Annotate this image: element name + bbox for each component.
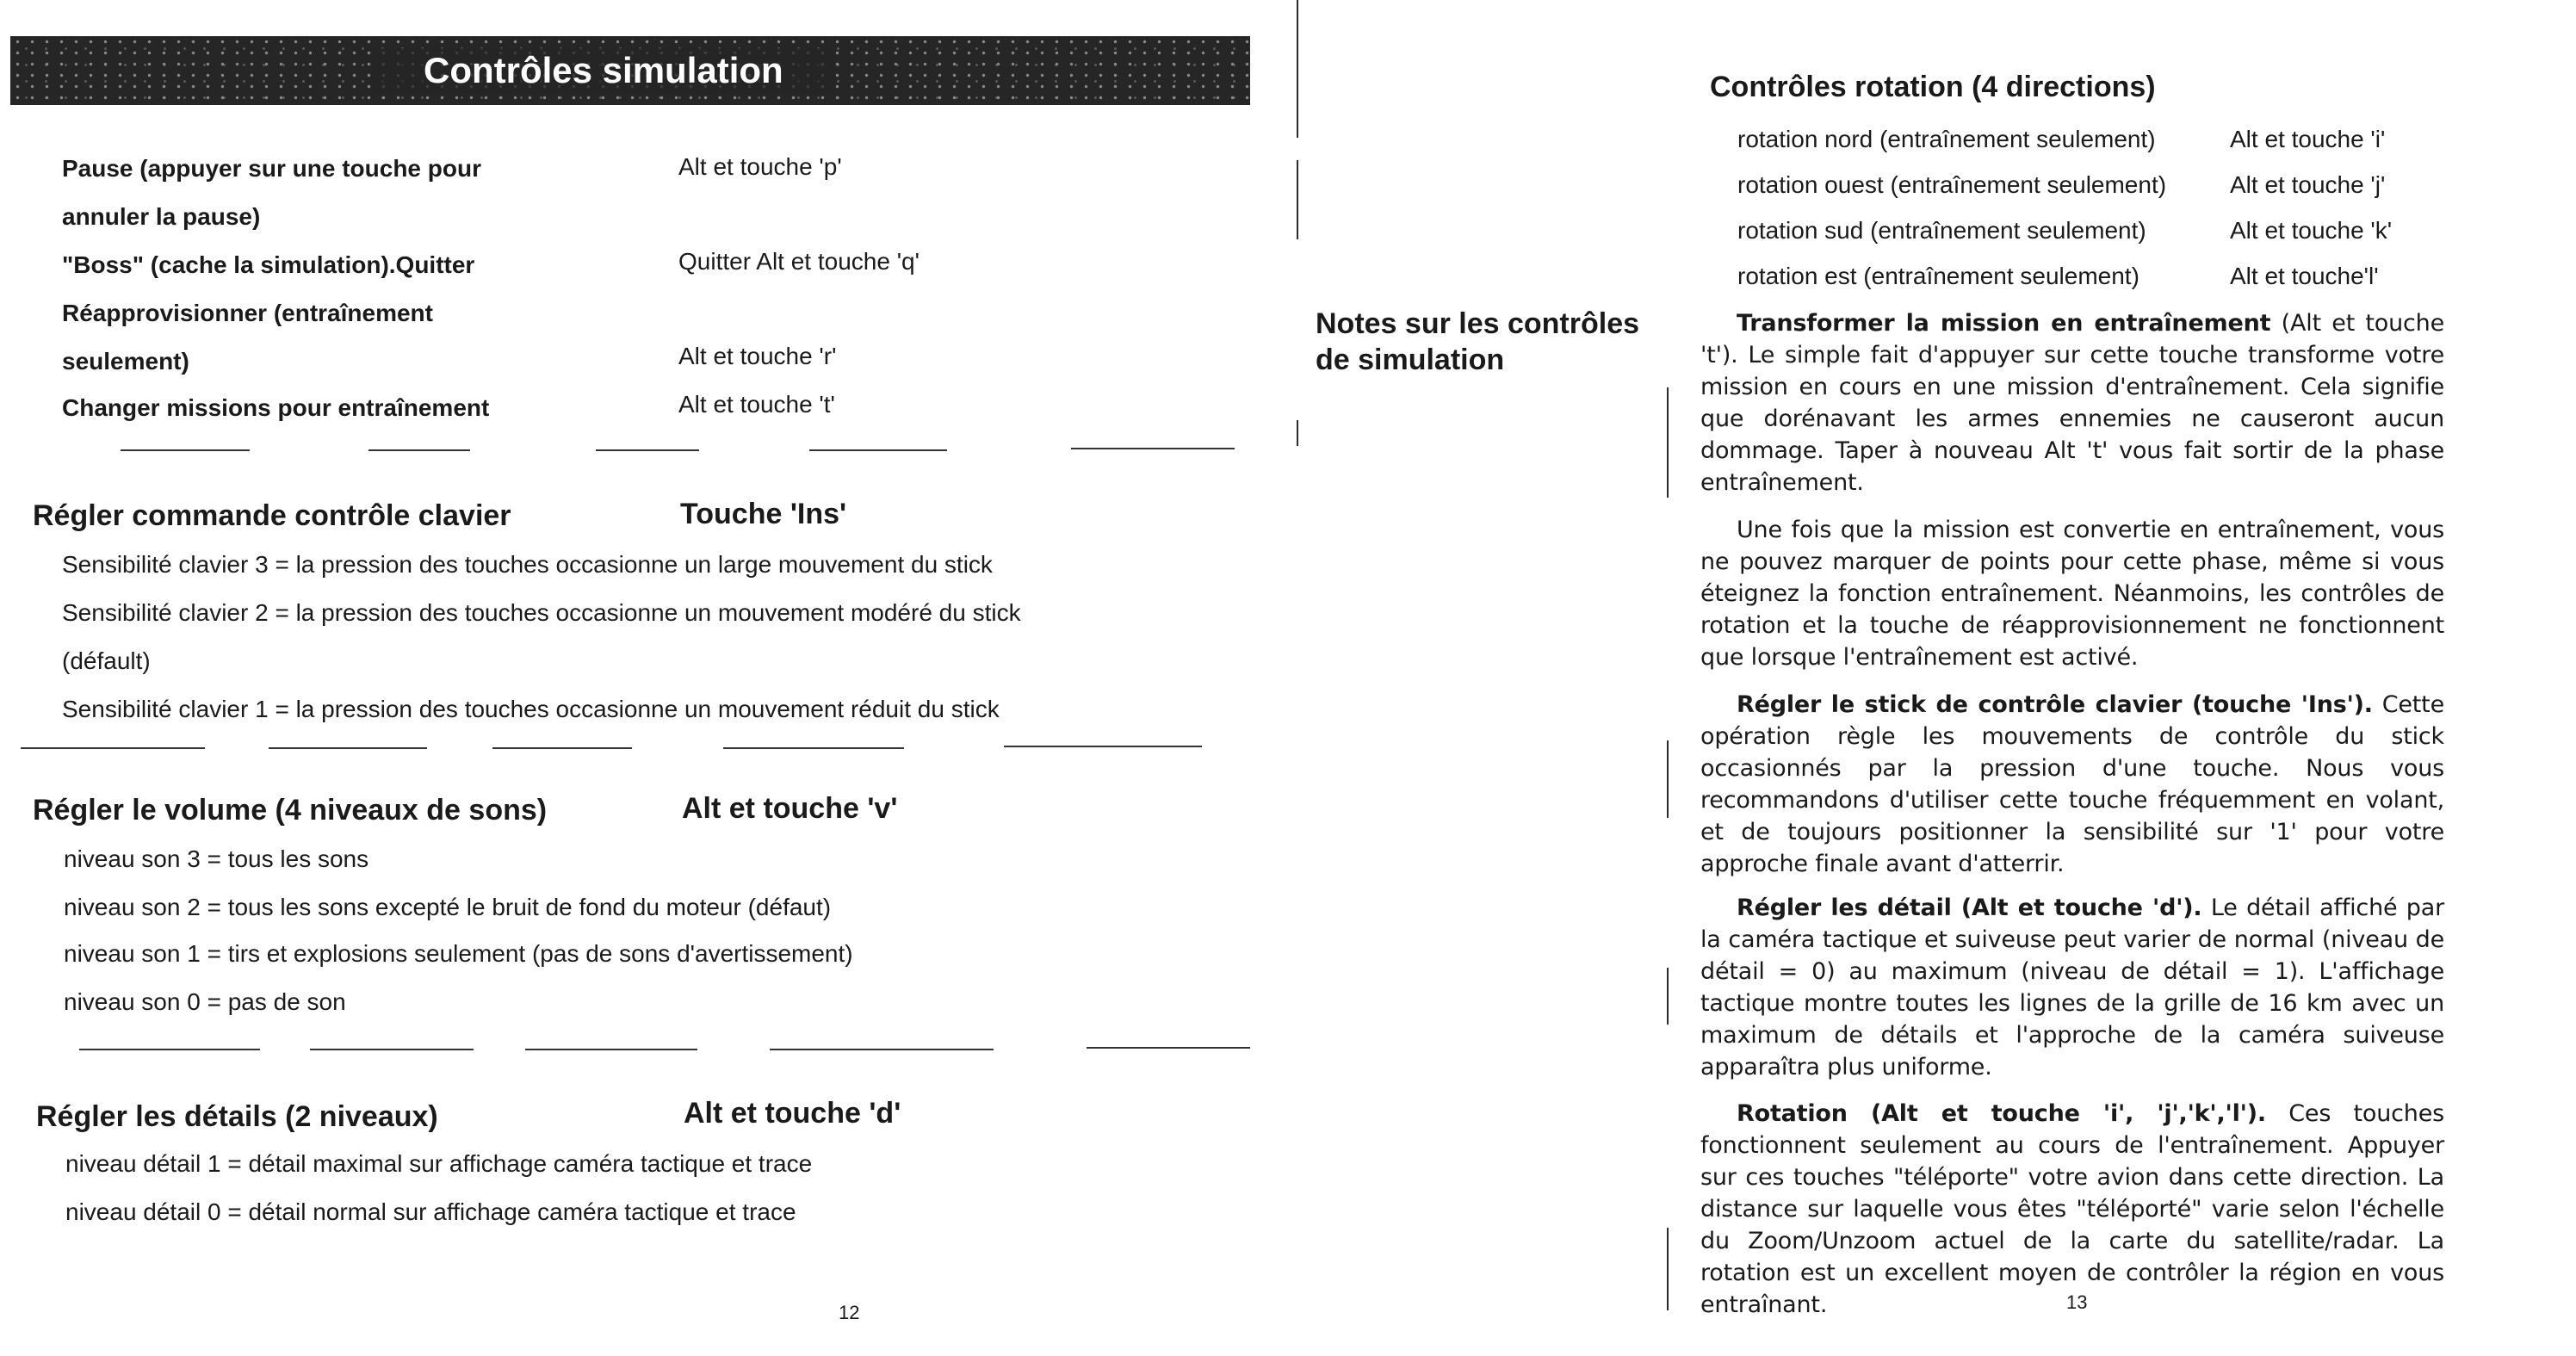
separator (1071, 448, 1235, 449)
paragraph-rotation (1700, 1098, 2444, 1321)
separator (1087, 1047, 1250, 1049)
separator (121, 449, 250, 451)
volume-line: niveau son 1 = tirs et explosions seulement (pas de sons d'avertissement) (64, 940, 853, 967)
rotation-label: rotation sud (entraînement seulement) (1737, 217, 2146, 244)
gutter-line (1297, 160, 1298, 239)
control-label-pause: Pause (appuyer sur une touche pour (62, 155, 481, 182)
paragraph-training-2 (1700, 514, 2444, 673)
margin-mark (1667, 1228, 1669, 1310)
paragraph-text: Une fois que la mission est convertie en entraînement, vous ne pouvez marquer de points pour cette phase, même si vous éteignez la fonction entraînement. Néanmoins, les contrôles de rotation et la touche de réapprovisionnement ne fonctionnent que lorsque l'entraînement est activé. (1700, 517, 2444, 671)
paragraph-text: (Alt et touche 't'). Le simple fait d'appuyer sur cette touche transforme votre mission en cours en une mission d'entraînement. Cela signifie que dorénavant les armes ennemies ne causeront aucun dommage. Taper à nouveau Alt 't' vous fait sortir de la phase entraînement. (1700, 310, 2444, 496)
paragraph-lead: Régler le stick de contrôle clavier (touche 'Ins'). (1737, 691, 2373, 718)
separator (21, 747, 205, 749)
control-label-pause-2: annuler la pause) (62, 203, 261, 230)
paragraph-lead: Régler les détail (Alt et touche 'd'). (1737, 895, 2202, 921)
keyboard-line: Sensibilité clavier 1 = la pression des touches occasionne un mouvement réduit du stick (62, 696, 1000, 722)
margin-mark (1667, 387, 1669, 498)
control-label-resupply: Réapprovisionner (entraînement (62, 300, 433, 326)
details-key: Alt et touche 'd' (684, 1097, 901, 1130)
separator (723, 747, 904, 749)
separator (770, 1049, 994, 1050)
gutter-line (1297, 420, 1298, 446)
volume-key: Alt et touche 'v' (682, 792, 898, 825)
rotation-label: rotation nord (entraînement seulement) (1737, 126, 2156, 152)
paragraph-text: Ces touches fonctionnent seulement au cours de l'entraînement. Appuyer sur ces touches "téléporte" votre avion dans cette direction. La distance sur laquelle vous êtes "téléporté" varie selon l'échelle du Zoom/Unzoom actuel de la carte du satellite/radar. La rotation est un excellent moyen de contrôler la région en vous entraînant. (1700, 1100, 2444, 1318)
rotation-value: Alt et touche 'i' (2230, 126, 2386, 152)
page-number-right: 13 (2066, 1291, 2088, 1313)
keyboard-heading: Régler commande contrôle clavier (33, 499, 511, 532)
control-value-resupply: Alt et touche 'r' (678, 343, 837, 369)
keyboard-key: Touche 'Ins' (680, 498, 847, 530)
margin-mark (1667, 740, 1669, 818)
control-value-training: Alt et touche 't' (678, 391, 835, 418)
control-value-boss: Quitter Alt et touche 'q' (678, 248, 920, 275)
separator (809, 449, 947, 451)
volume-heading: Régler le volume (4 niveaux de sons) (33, 794, 548, 827)
control-value-pause: Alt et touche 'p' (678, 153, 842, 180)
rotation-value: Alt et touche'l' (2230, 263, 2379, 289)
details-heading: Régler les détails (2 niveaux) (36, 1100, 438, 1133)
paragraph-text: Le détail affiché par la caméra tactique et suiveuse peut varier de normal (niveau de détail = 0) au maximum (niveau de détail = 1). L'affichage tactique montre toutes les lignes de la grille de 16 km avec un maximum de détails et l'approche de la caméra suiveuse apparaîtra plus uniforme. (1700, 895, 2444, 1080)
separator (79, 1049, 260, 1050)
gutter-line (1297, 0, 1298, 138)
page-number-left: 12 (839, 1302, 860, 1323)
volume-line: niveau son 0 = pas de son (64, 988, 346, 1015)
paragraph-training (1700, 307, 2444, 498)
section-banner (10, 36, 1250, 105)
banner-title: Contrôles simulation (372, 48, 835, 93)
notes-heading (1316, 306, 1639, 378)
separator (525, 1049, 697, 1050)
separator (368, 449, 470, 451)
margin-mark (1667, 968, 1669, 1025)
control-label-training: Changer missions pour entraînement (62, 394, 490, 421)
volume-line: niveau son 3 = tous les sons (64, 845, 369, 872)
rotation-label: rotation est (entraînement seulement) (1737, 263, 2139, 289)
keyboard-line: Sensibilité clavier 3 = la pression des touches occasionne un large mouvement du stick (62, 551, 993, 578)
separator (310, 1049, 474, 1050)
details-line: niveau détail 1 = détail maximal sur affichage caméra tactique et trace (65, 1150, 813, 1177)
separator (596, 449, 699, 451)
rotation-value: Alt et touche 'k' (2230, 217, 2393, 244)
separator (492, 747, 632, 749)
keyboard-line: (défault) (62, 647, 151, 674)
notes-line-2: de simulation (1316, 344, 1505, 376)
paragraph-text: Cette opération règle les mouvements de contrôle du stick occasionnés par la pression d'une touche. Nous vous recommandons d'utiliser cette touche fréquemment en volant, et de toujours positionner la sensibilité sur '1' pour votre approche finale avant d'atterrir. (1700, 691, 2444, 877)
separator (269, 747, 427, 749)
rotation-value: Alt et touche 'j' (2230, 171, 2386, 198)
separator (1004, 746, 1202, 747)
paragraph-detail (1700, 892, 2444, 1083)
rotation-label: rotation ouest (entraînement seulement) (1737, 171, 2167, 198)
rotation-heading: Contrôles rotation (4 directions) (1710, 71, 2156, 103)
paragraph-stick (1700, 689, 2444, 880)
paragraph-lead: Rotation (Alt et touche 'i', 'j','k','l'). (1737, 1100, 2266, 1127)
control-label-boss: "Boss" (cache la simulation).Quitter (62, 251, 475, 278)
control-label-resupply-2: seulement) (62, 348, 189, 375)
keyboard-line: Sensibilité clavier 2 = la pression des touches occasionne un mouvement modéré du stick (62, 599, 1021, 626)
details-line: niveau détail 0 = détail normal sur affichage caméra tactique et trace (65, 1198, 796, 1225)
volume-line: niveau son 2 = tous les sons excepté le bruit de fond du moteur (défaut) (64, 894, 832, 920)
paragraph-lead: Transformer la mission en entraînement (1737, 310, 2271, 337)
notes-line-1: Notes sur les contrôles (1316, 307, 1640, 340)
